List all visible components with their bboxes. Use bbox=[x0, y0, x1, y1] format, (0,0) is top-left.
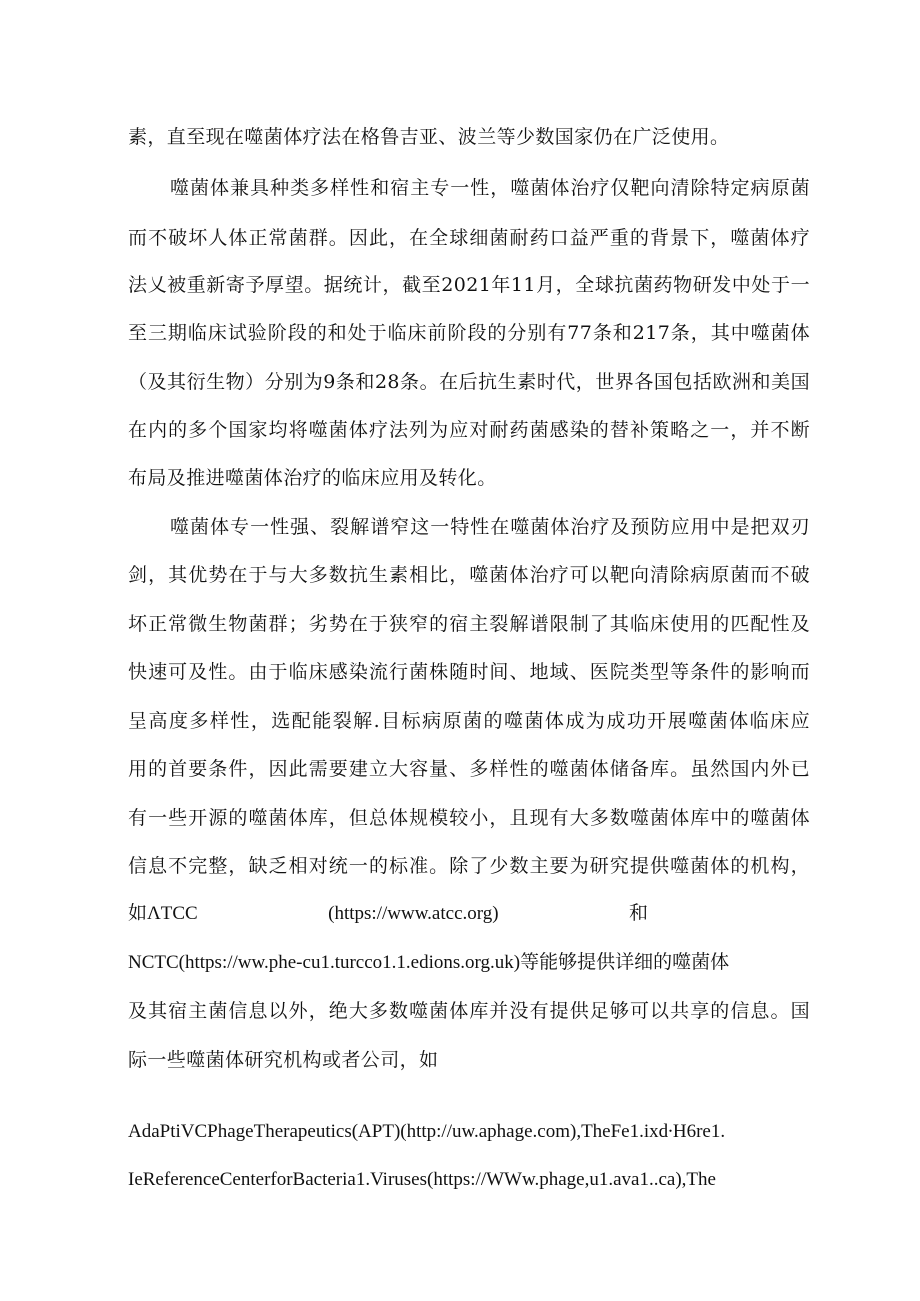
paragraph-line: 用的首要条件，因此需要建立大容量、多样性的噬菌体储备库。虽然国内外已 bbox=[128, 758, 810, 780]
atcc-line bbox=[128, 902, 648, 926]
paragraph-line: 法乂被重新寄予厚望。据统计，截至2021年11月，全球抗菌药物研发中处于一 bbox=[128, 274, 810, 296]
paragraph-line: 在内的多个国家均将噬菌体疗法列为应对耐药菌感染的替补策略之一，并不断 bbox=[128, 419, 810, 441]
paragraph-line: NCTC(https://ww.phe-cu1.turcco1.1.edions.org.uk)等能够提供详细的噬菌体 bbox=[128, 952, 730, 973]
paragraph-line: 呈高度多样性，选配能裂解.目标病原菌的噬菌体成为成功开展噬菌体临床应 bbox=[128, 710, 810, 732]
atcc-prefix: 如ΛTCC bbox=[128, 903, 198, 924]
paragraph-line: （及其衍生物）分别为9条和28条。在后抗生素时代，世界各国包括欧洲和美国 bbox=[128, 371, 810, 393]
paragraph-line: 际一些噬菌体研究机构或者公司，如 bbox=[128, 1049, 439, 1071]
paragraph-line: 剑，其优势在于与大多数抗生素相比，噬菌体治疗可以靶向清除病原菌而不破 bbox=[128, 564, 810, 586]
paragraph-line: 而不破坏人体正常菌群。因此，在全球细菌耐药口益严重的背景下，噬菌体疗 bbox=[128, 227, 810, 249]
paragraph-line: IeReferenceCenterforBacteria1.Viruses(https://WWw.phage,u1.ava1..ca),The bbox=[128, 1169, 716, 1190]
paragraph-line: 噬菌体专一性强、裂解谱窄这一特性在噬菌体治疗及预防应用中是把双刃 bbox=[170, 516, 810, 538]
paragraph-line: AdaPtiVCPhageTherapeutics(APT)(http://uw.aphage.com),TheFe1.ixd∙H6re1. bbox=[128, 1121, 726, 1142]
paragraph-line: 坏正常微生物菌群；劣势在于狭窄的宿主裂解谱限制了其临床使用的匹配性及 bbox=[128, 613, 810, 635]
paragraph-line: 有一些开源的噬菌体库，但总体规模较小，且现有大多数噬菌体库中的噬菌体 bbox=[128, 807, 810, 829]
paragraph-line: 噬菌体兼具种类多样性和宿主专一性，噬菌体治疗仅靶向清除特定病原菌 bbox=[170, 177, 810, 199]
paragraph-line: 快速可及性。由于临床感染流行菌株随时间、地域、医院类型等条件的影响而 bbox=[128, 661, 810, 683]
paragraph-line: 信息不完整，缺乏相对统一的标准。除了少数主要为研究提供噬菌体的机构， bbox=[128, 855, 810, 877]
paragraph-line: 及其宿主菌信息以外，绝大多数噬菌体库并没有提供足够可以共享的信息。国 bbox=[128, 1000, 810, 1022]
atcc-conjunction: 和 bbox=[628, 903, 648, 924]
paragraph-line: 素，直至现在噬菌体疗法在格鲁吉亚、波兰等少数国家仍在广泛使用。 bbox=[128, 126, 730, 148]
atcc-url-link[interactable]: (https://www.atcc.org) bbox=[328, 903, 499, 924]
paragraph-line: 布局及推进噬菌体治疗的临床应用及转化。 bbox=[128, 467, 497, 489]
paragraph-line: 至三期临床试验阶段的和处于临床前阶段的分别有77条和217条，其中噬菌体 bbox=[128, 322, 810, 344]
